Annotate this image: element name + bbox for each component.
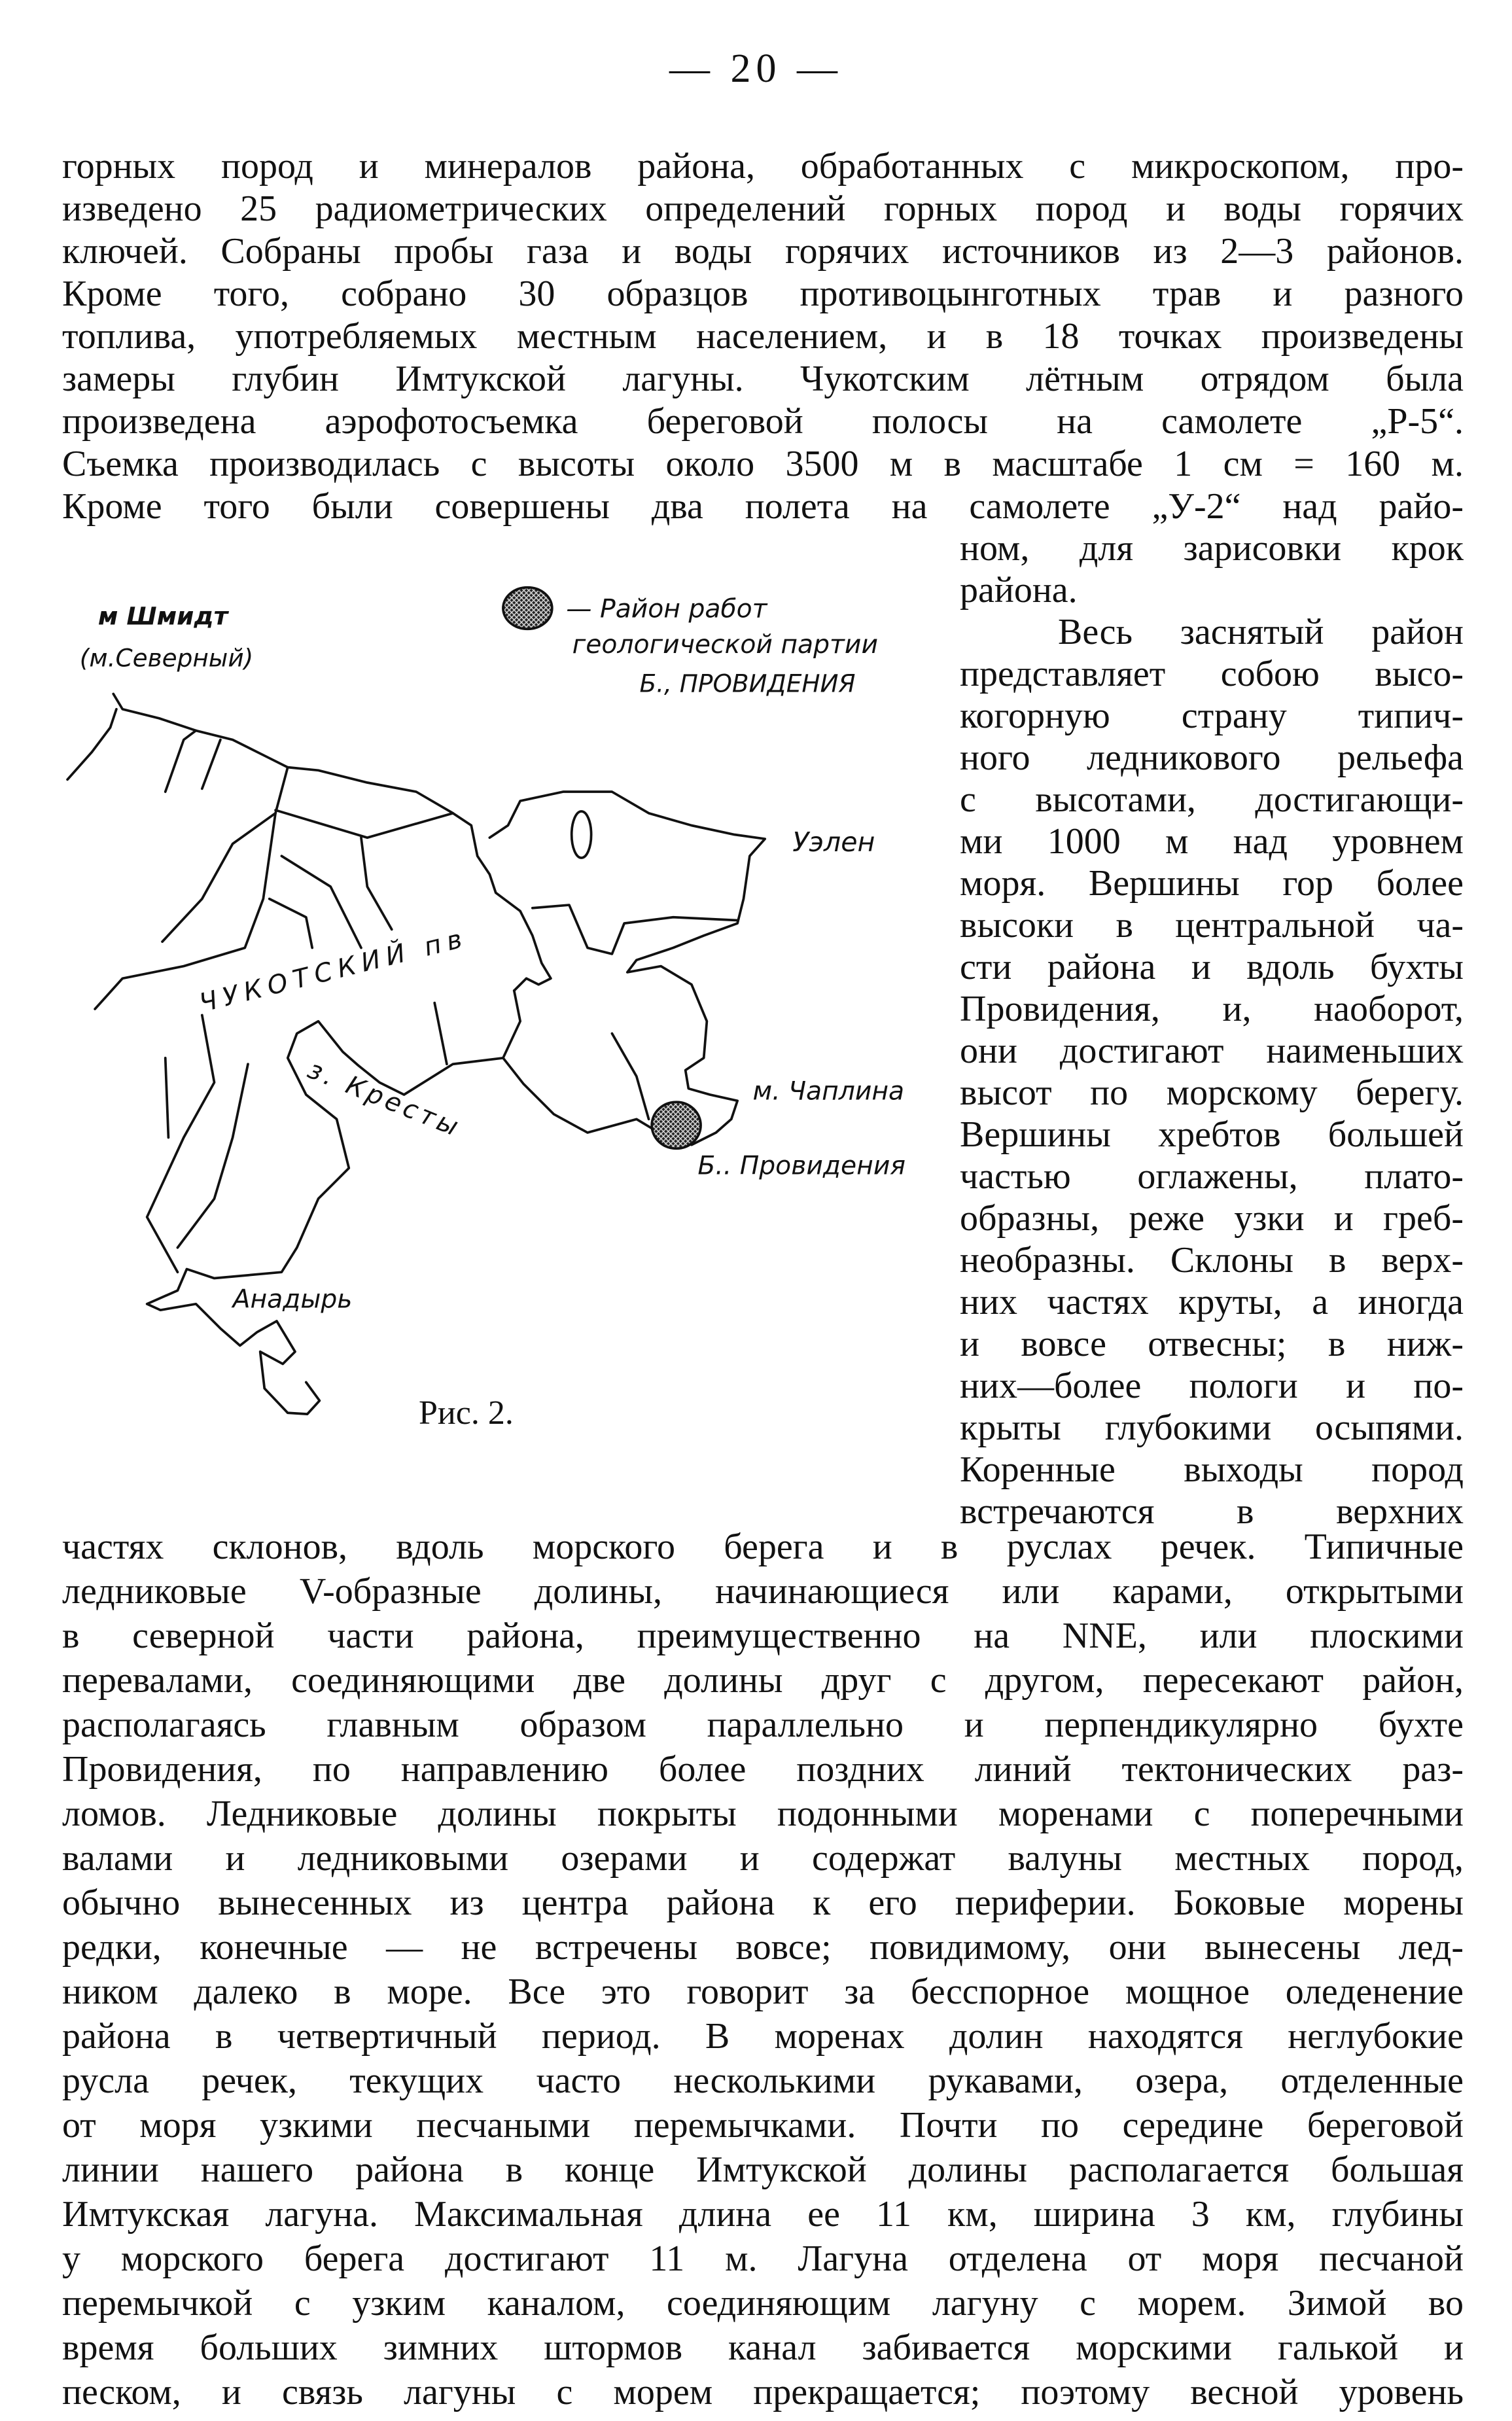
legend-line-1: — Район работ [566, 594, 767, 624]
river [281, 856, 361, 947]
text-line: они достигают наименьших [960, 1031, 1464, 1071]
text-line: перемычкой с узким каналом, соединяющим лагуну с морем. Зимой во [62, 2283, 1464, 2324]
text-line: ключей. Собраны пробы газа и воды горячих источников из 2—3 районов. [62, 231, 1464, 272]
text-line: Кроме того, собрано 30 образцов противоцынготных трав и разного [62, 274, 1464, 314]
text-line: встречаются в верхних [960, 1491, 1464, 1532]
river [612, 1033, 648, 1119]
paragraph-bottom [62, 1525, 1464, 2414]
legend-line-2: геологической партии [572, 629, 878, 660]
text-line: Вершины хребтов большей [960, 1114, 1464, 1155]
lake [572, 811, 591, 858]
river [361, 838, 392, 929]
text-line: Коренные выходы пород [960, 1449, 1464, 1490]
river [275, 810, 453, 838]
label-chukotka-peninsula: ЧУКОТСКИЙ пв [196, 923, 471, 1019]
text-line: представляет собою высо- [960, 654, 1464, 694]
legend-line-3: Б., ПРОВИДЕНИЯ [639, 669, 856, 698]
paragraph-top [62, 145, 1464, 528]
river [166, 731, 196, 792]
page-number: — 20 — [669, 46, 843, 91]
text-line: Провидения, по направлению более поздних линий тектонических раз- [62, 1749, 1464, 1790]
river [166, 1058, 169, 1138]
text-line: высот по морскому берегу. [960, 1072, 1464, 1113]
label-cape-severny: (м.Северный) [79, 643, 254, 673]
text-line: Провидения, и, наоборот, [960, 989, 1464, 1029]
text-line: моря. Вершины гор более [960, 863, 1464, 904]
text-line: высоки в центральной ча- [960, 905, 1464, 945]
text-line: района. [960, 570, 1078, 610]
river [202, 740, 220, 789]
label-anadyr: Анадырь [232, 1284, 353, 1315]
text-line: частью оглажены, плато- [960, 1156, 1464, 1197]
text-line: располагаясь главным образом параллельно и перпендикулярно бухте [62, 1705, 1464, 1745]
text-line: обычно вынесенных из центра района к его периферии. Боковые морены [62, 1882, 1464, 1923]
figure-caption: Рис. 2. [419, 1394, 514, 1432]
river [434, 1003, 447, 1065]
text-line: района в четвертичный период. В моренах долин находятся неглубокие [62, 2016, 1464, 2057]
text-line: замеры глубин Имтукской лагуны. Чукотским лётным отрядом была [62, 359, 1464, 399]
text-line: ного ледникового рельефа [960, 737, 1464, 778]
text-line: произведена аэрофотосъемка береговой полосы на самолете „Р-5“. [62, 401, 1464, 442]
text-line: с высотами, достигающи- [960, 779, 1464, 820]
river [177, 1064, 248, 1248]
river [67, 709, 116, 780]
text-line: песком, и связь лагуны с морем прекращается; поэтому весной уровень [62, 2372, 1464, 2412]
label-uelen: Уэлен [792, 826, 875, 858]
east-peninsula-neck [533, 905, 737, 954]
text-line: у морского берега достигают 11 м. Лагуна отделена от моря песчаной [62, 2238, 1464, 2279]
text-line: линии нашего района в конце Имтукской долины располагается большая [62, 2149, 1464, 2190]
river [162, 813, 275, 942]
paragraph-right-column [960, 527, 1464, 1532]
text-line: ломов. Ледниковые долины покрыты подонными моренами с поперечными [62, 1794, 1464, 1834]
text-line: Кроме того были совершены два полета на самолете „У-2“ над райо- [62, 486, 1464, 527]
text-line: от моря узкими песчаными перемычками. Почти по середине береговой [62, 2105, 1464, 2146]
river [95, 768, 288, 1009]
label-cape-schmidt: м Шмидт [97, 601, 228, 631]
text-line: необразны. Склоны в верх- [960, 1240, 1464, 1281]
text-line: них—более пологи и по- [960, 1366, 1464, 1406]
text-line: Съемка производилась с высоты около 3500 м в масштабе 1 см = 160 м. [62, 444, 1464, 484]
label-providence-bay: Б.. Провидения [697, 1151, 905, 1181]
text-line: в северной части района, преимущественно на NNE, или плоскими [62, 1616, 1464, 1656]
legend-marker [503, 588, 552, 629]
text-line: сти района и вдоль бухты [960, 947, 1464, 987]
text-line: редки, конечные — не встречены вовсе; повидимому, они вынесены лед- [62, 1927, 1464, 1968]
north-coastline [113, 694, 551, 991]
text-line: когорную страну типич- [960, 696, 1464, 736]
map-chukotka-figure [0, 556, 949, 1472]
text-line: перевалами, соединяющими две долины друг с другом, пересекают район, [62, 1660, 1464, 1701]
text-line: и вовсе отвесны; в ниж- [960, 1324, 1464, 1364]
river [270, 899, 312, 948]
text-line: топлива, употребляемых местным населением, и в 18 точках произведены [62, 316, 1464, 357]
river [147, 1015, 215, 1272]
label-kresty-bay: з. Кресты [304, 1055, 466, 1144]
text-line: ником далеко в море. Все это говорит за бесспорное мощное оледенение [62, 1971, 1464, 2012]
text-line: изведено 25 радиометрических определений горных пород и воды горячих [62, 188, 1464, 229]
text-line: них частях круты, а иногда [960, 1282, 1464, 1322]
text-line: Весь заснятый район [1058, 612, 1464, 652]
text-line: русла речек, текущих часто несколькими рукавами, озера, отделенные [62, 2060, 1464, 2101]
text-line: ном, для зарисовки крок [960, 528, 1464, 569]
text-line: ми 1000 м над уровнем [960, 821, 1464, 862]
text-line: горных пород и минералов района, обработанных с микроскопом, про- [62, 146, 1464, 186]
text-line: частях склонов, вдоль морского берега и в руслах речек. Типичные [62, 1527, 1464, 1567]
work-area-marker [652, 1102, 701, 1148]
text-line: Имтукская лагуна. Максимальная длина ее 11 км, ширина 3 км, глубины [62, 2194, 1464, 2235]
interior-divide [503, 991, 520, 1058]
text-line: образны, реже узки и греб- [960, 1198, 1464, 1239]
text-line: валами и ледниковыми озерами и содержат валуны местных пород, [62, 1838, 1464, 1879]
text-line: крыты глубокими осыпями. [960, 1407, 1464, 1448]
text-line: время больших зимних штормов канал забивается морскими галькой и [62, 2327, 1464, 2368]
text-line: ледниковые V-образные долины, начинающиеся или карами, открытыми [62, 1571, 1464, 1612]
label-cape-chaplina: м. Чаплина [752, 1076, 905, 1106]
